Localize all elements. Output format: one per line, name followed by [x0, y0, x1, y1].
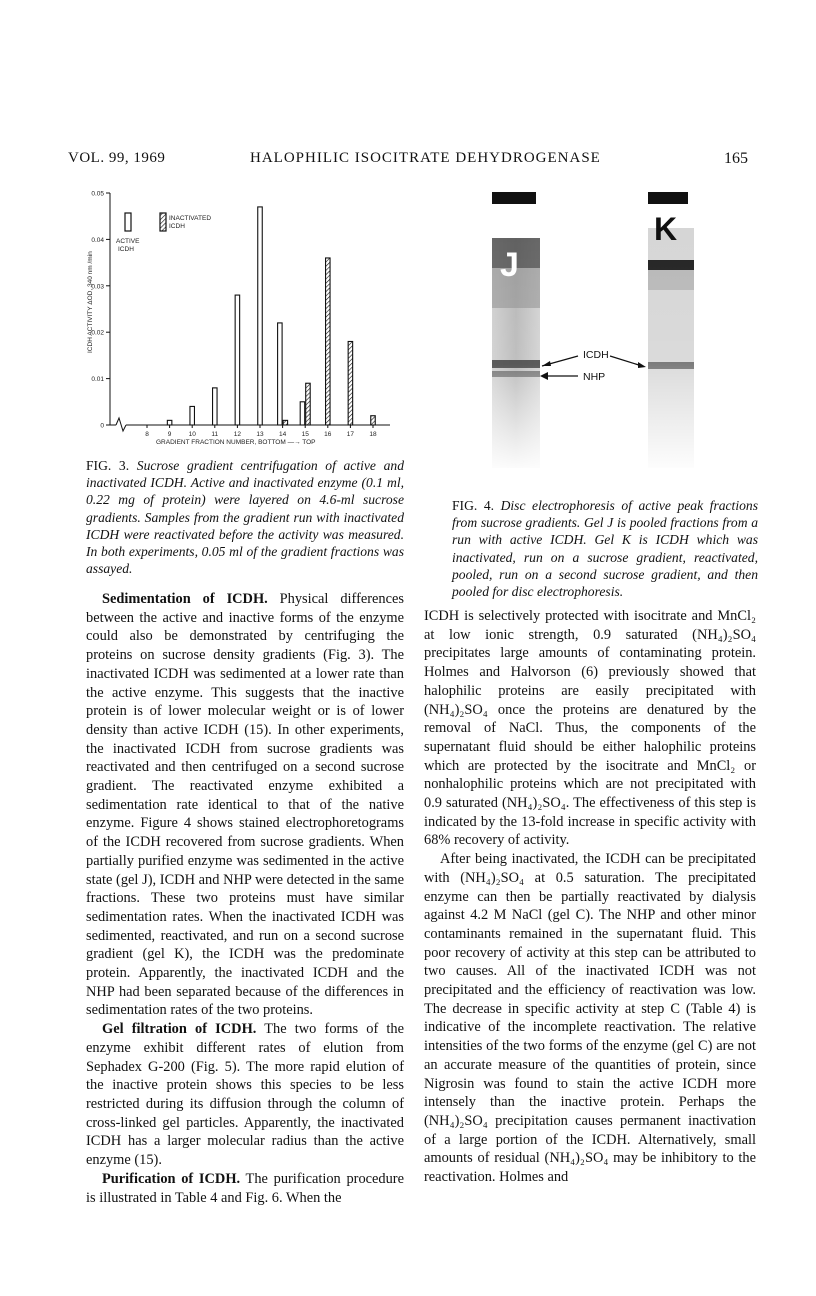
bar-inactivated-15 — [306, 383, 311, 425]
bar-active-11 — [213, 388, 218, 425]
legend-label-inactive-2: ICDH — [169, 223, 185, 230]
running-title: HALOPHILIC ISOCITRATE DEHYDROGENASE — [250, 150, 601, 166]
gel-k-label: K — [654, 211, 678, 247]
figure-4-caption-label: FIG. 4. — [452, 498, 495, 513]
section-heading-gel-filtration: Gel filtration of ICDH. — [102, 1021, 257, 1038]
paragraph-text: The purification procedure is illustrated in Table 4 and Fig. 6. When the — [86, 1170, 404, 1206]
bar-active-13 — [258, 207, 263, 425]
y-tick-label: 0.04 — [91, 236, 104, 244]
bar-active-15 — [300, 402, 305, 425]
y-tick-label: 0.02 — [91, 329, 104, 337]
x-tick-label: 15 — [301, 431, 309, 438]
running-header — [68, 150, 748, 176]
x-tick-label: 10 — [188, 431, 196, 438]
figure-4-caption — [452, 497, 758, 600]
page-number: 165 — [724, 150, 748, 167]
x-tick-label: 18 — [369, 431, 377, 438]
legend-label-active-2: ICDH — [118, 246, 134, 253]
figure-3-caption-text: Sucrose gradient centrifugation of active and inactivated ICDH. Active and inactivated enzyme (0.1 ml, 0.22 mg of protein) were layered on 4.6-ml sucrose gradients. Samples from the gradient run with inactivated ICDH were reactivated before the activity was measured. In both experiments, 0.05 ml of the gradient fractions was assayed. — [86, 458, 404, 577]
x-tick-label: 16 — [324, 431, 332, 438]
axis-break — [116, 418, 126, 431]
gel-j — [492, 192, 540, 468]
journal-volume: VOL. 99, 1969 — [68, 150, 166, 166]
legend-label-inactive-1: INACTIVATED — [169, 215, 212, 222]
bar-inactivated-17 — [348, 341, 353, 425]
chart-bars — [167, 207, 375, 425]
bar-active-10 — [190, 406, 195, 425]
y-tick-label: 0.05 — [91, 190, 104, 198]
figure-3-chart — [80, 185, 410, 447]
paragraph-gel-filtration — [86, 1020, 404, 1170]
x-axis-label: GRADIENT FRACTION NUMBER, BOTTOM —→ TOP — [156, 439, 316, 446]
figure-4-gel-photo — [470, 188, 730, 490]
paragraph-continued: ICDH is selectively protected with isocitrate and MnCl₂ at low ionic strength, 0.9 saturated (NH₄)₂SO₄ precipitates large amounts of contaminating protein. Holmes and Halvorson (6) previously showed that halophilic proteins are easily precipitated with (NH₄)₂SO₄ once the proteins are denatured by the removal of NaCl. Thus, the components of the supernatant fluid should be either halophilic proteins which are protected by the isocitrate and MnCl₂ or nonhalophilic proteins which are not precipitated with 0.9 saturated (NH₄)₂SO₄. The effectiveness of this step is indicated by the 13-fold increase in specific activity with 68% recovery of activity. — [424, 608, 756, 849]
section-heading-purification: Purification of ICDH. — [102, 1170, 241, 1187]
legend-label-active-1: ACTIVE — [116, 238, 140, 245]
band-annotations — [540, 349, 646, 383]
icdh-band-label: ICDH — [583, 349, 609, 361]
figure-3-caption-label: FIG. 3. — [86, 458, 130, 473]
bar-inactivated-16 — [326, 258, 331, 425]
section-heading-sedimentation: Sedimentation of ICDH. — [102, 591, 268, 607]
y-tick-label: 0.03 — [91, 283, 104, 291]
chart-axes — [91, 191, 390, 439]
legend-swatch-active — [125, 213, 131, 231]
x-tick-label: 13 — [256, 431, 264, 438]
left-column — [86, 590, 404, 1207]
bar-active-14 — [278, 323, 283, 425]
paragraph-inactivation: After being inactivated, the ICDH can be precipitated with (NH₄)₂SO₄ at 0.5 saturation. The precipitated enzyme can then be partially reactivated by dialysis against 4.2 M NaCl (gel C). The NHP and other minor contaminants remained in the supernatant fluid. This poor recovery of activity at this step can be attributed to two causes. All of the inactivated ICDH was not precipitated and the efficiency of reactivation was low. The decrease in specific activity at step C (Table 4) is indicative of the incomplete reactivation. The relative intensities of the two forms of the enzyme (gel C) are not an accurate measure of the quantities of protein, since Nigrosin was found to stain the active ICDH more intensely than the inactive protein. Perhaps the (NH₄)₂SO₄ precipitation causes permanent inactivation of a large portion of the ICDH. Alternatively, small amounts of residual (NH₄)₂SO₄ may be inhibitory to the reactivation. Holmes and — [424, 851, 756, 1186]
y-tick-label: 0.01 — [91, 376, 104, 384]
legend-swatch-inactive — [160, 213, 166, 231]
bar-inactivated-18 — [371, 416, 376, 425]
x-tick-label: 12 — [233, 431, 242, 438]
bar-inactivated-14 — [283, 420, 288, 425]
x-tick-label: 8 — [145, 431, 149, 438]
x-tick-label: 9 — [167, 431, 172, 438]
bar-active-9 — [167, 420, 172, 425]
right-column — [424, 607, 756, 1187]
nhp-band-label: NHP — [583, 371, 606, 383]
paragraph-text: Physical differences between the active and inactive forms of the enzyme could also be demonstrated by centrifuging the proteins on sucrose density gradients (Fig. 3). The inactivated ICDH was sedimented at a lower rate than the active enzyme. This suggests that the inactive protein is of lower molecular weight or is of lower density than active ICDH (15). In other experiments, the inactivated ICDH from sucrose gradients was reactivated and then centrifuged on a second sucrose gradient. The reactivated enzyme exhibited a sedimentation rate identical to that of the native enzyme. Figure 4 shows stained electrophoretograms of the ICDH recovered from sucrose gradients. When partially purified enzyme was sedimented in the active state (gel J), ICDH and NHP were detected in the same fractions. These two proteins must have similar sedimentation rates. When the inactivated ICDH was sedimented, reactivated, and run on a second sucrose gradient (gel K), the ICDH was the predominate protein. Apparently, the inactivated ICDH and the NHP had been separated because of the differences in sedimentation rates of the two proteins. — [86, 591, 404, 1019]
y-axis-label: ICDH ACTIVITY ΔOD, 340 nm /min — [87, 251, 94, 353]
x-tick-label: 11 — [211, 431, 219, 438]
figure-3-caption — [86, 457, 404, 577]
figure-4-caption-text: Disc electrophoresis of active peak fractions from sucrose gradients. Gel J is pooled fractions from a run with active ICDH. Gel K is ICDH which was inactivated, run on a sucrose gradient, reactivated, pooled, run on a second sucrose gradient, and then pooled for disc electrophoresis. — [452, 498, 758, 600]
bar-active-12 — [235, 295, 240, 425]
x-tick-label: 14 — [278, 431, 287, 438]
paragraph-purification — [86, 1170, 404, 1207]
paragraph-text: The two forms of the enzyme exhibit different rates of elution from Sephadex G-200 (Fig. 5). The more rapid elution of the inactive protein shows this species to be less restricted during its diffusion through the column of cross-linked gel particles. Apparently, the inactivated ICDH has a larger molecular radius than the active enzyme (15). — [86, 1021, 404, 1169]
y-tick-label: 0 — [100, 422, 104, 430]
gel-j-label: J — [500, 246, 519, 284]
gel-k — [648, 192, 694, 468]
x-tick-label: 17 — [346, 431, 355, 438]
chart-legend — [116, 213, 211, 253]
paragraph-sedimentation — [86, 590, 404, 1020]
